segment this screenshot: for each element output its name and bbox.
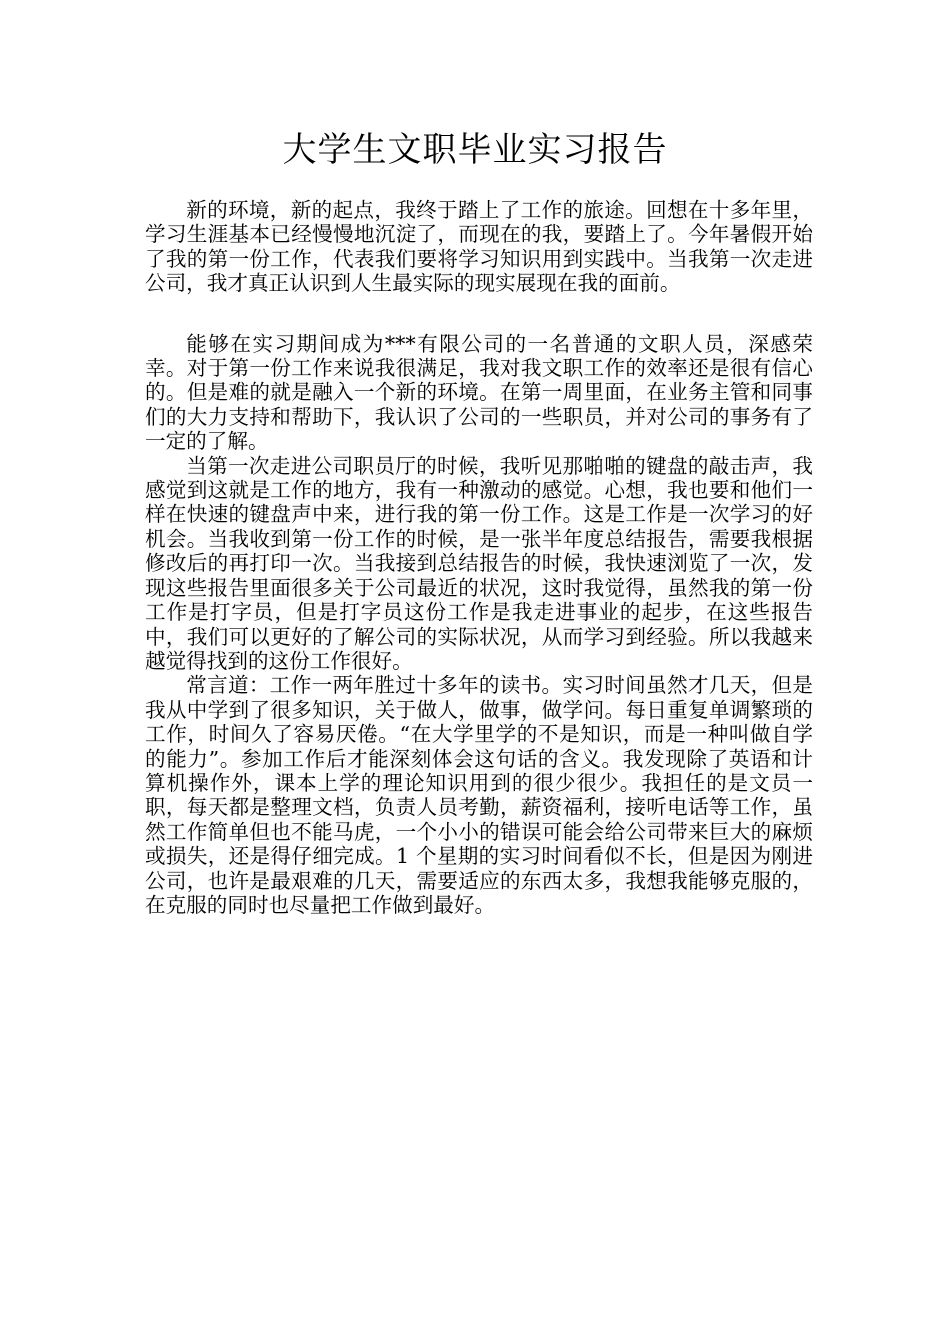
paragraph-1: 新的环境，新的起点，我终于踏上了工作的旅途。回想在十多年里，学习生涯基本已经慢慢地沉淀了，而现在的我，要踏上了。今年暑假开始了我的第一份工作，代表我们要将学习知识用到实践中。当我第一次走进公司，我才真正认识到人生最实际的现实展现在我的面前。 [145, 198, 813, 296]
paragraph-spacer [145, 296, 813, 332]
document-body [145, 198, 813, 917]
document-title: 大学生文职毕业实习报告 [282, 130, 668, 170]
paragraph-4: 常言道：工作一两年胜过十多年的读书。实习时间虽然才几天，但是我从中学到了很多知识，关于做人，做事，做学问。每日重复单调繁琐的工作，时间久了容易厌倦。“在大学里学的不是知识，而是一种叫做自学的能力”。参加工作后才能深刻体会这句话的含义。我发现除了英语和计算机操作外，课本上学的理论知识用到的很少很少。我担任的是文员一职，每天都是整理文档，负责人员考勤，薪资福利，接听电话等工作，虽然工作简单但也不能马虎，一个小小的错误可能会给公司带来巨大的麻烦或损失，还是得仔细完成。1 个星期的实习时间看似不长，但是因为刚进公司，也许是最艰难的几天，需要适应的东西太多，我想我能够克服的，在克服的同时也尽量把工作做到最好。 [145, 673, 813, 917]
paragraph-3: 当第一次走进公司职员厅的时候，我听见那啪啪的键盘的敲击声，我感觉到这就是工作的地方，我有一种激动的感觉。心想，我也要和他们一样在快速的键盘声中来，进行我的第一份工作。这是工作是一次学习的好机会。当我收到第一份工作的时候，是一张半年度总结报告，需要我根据修改后的再打印一次。当我接到总结报告的时候，我快速浏览了一次，发现这些报告里面很多关于公司最近的状况，这时我觉得，虽然我的第一份工作是打字员，但是打字员这份工作是我走进事业的起步，在这些报告中，我们可以更好的了解公司的实际状况，从而学习到经验。所以我越来越觉得找到的这份工作很好。 [145, 453, 813, 673]
paragraph-2: 能够在实习期间成为***有限公司的一名普通的文职人员，深感荣幸。对于第一份工作来说我很满足，我对我文职工作的效率还是很有信心的。但是难的就是融入一个新的环境。在第一周里面，在业务主管和同事们的大力支持和帮助下，我认识了公司的一些职员，并对公司的事务有了一定的了解。 [145, 331, 813, 454]
